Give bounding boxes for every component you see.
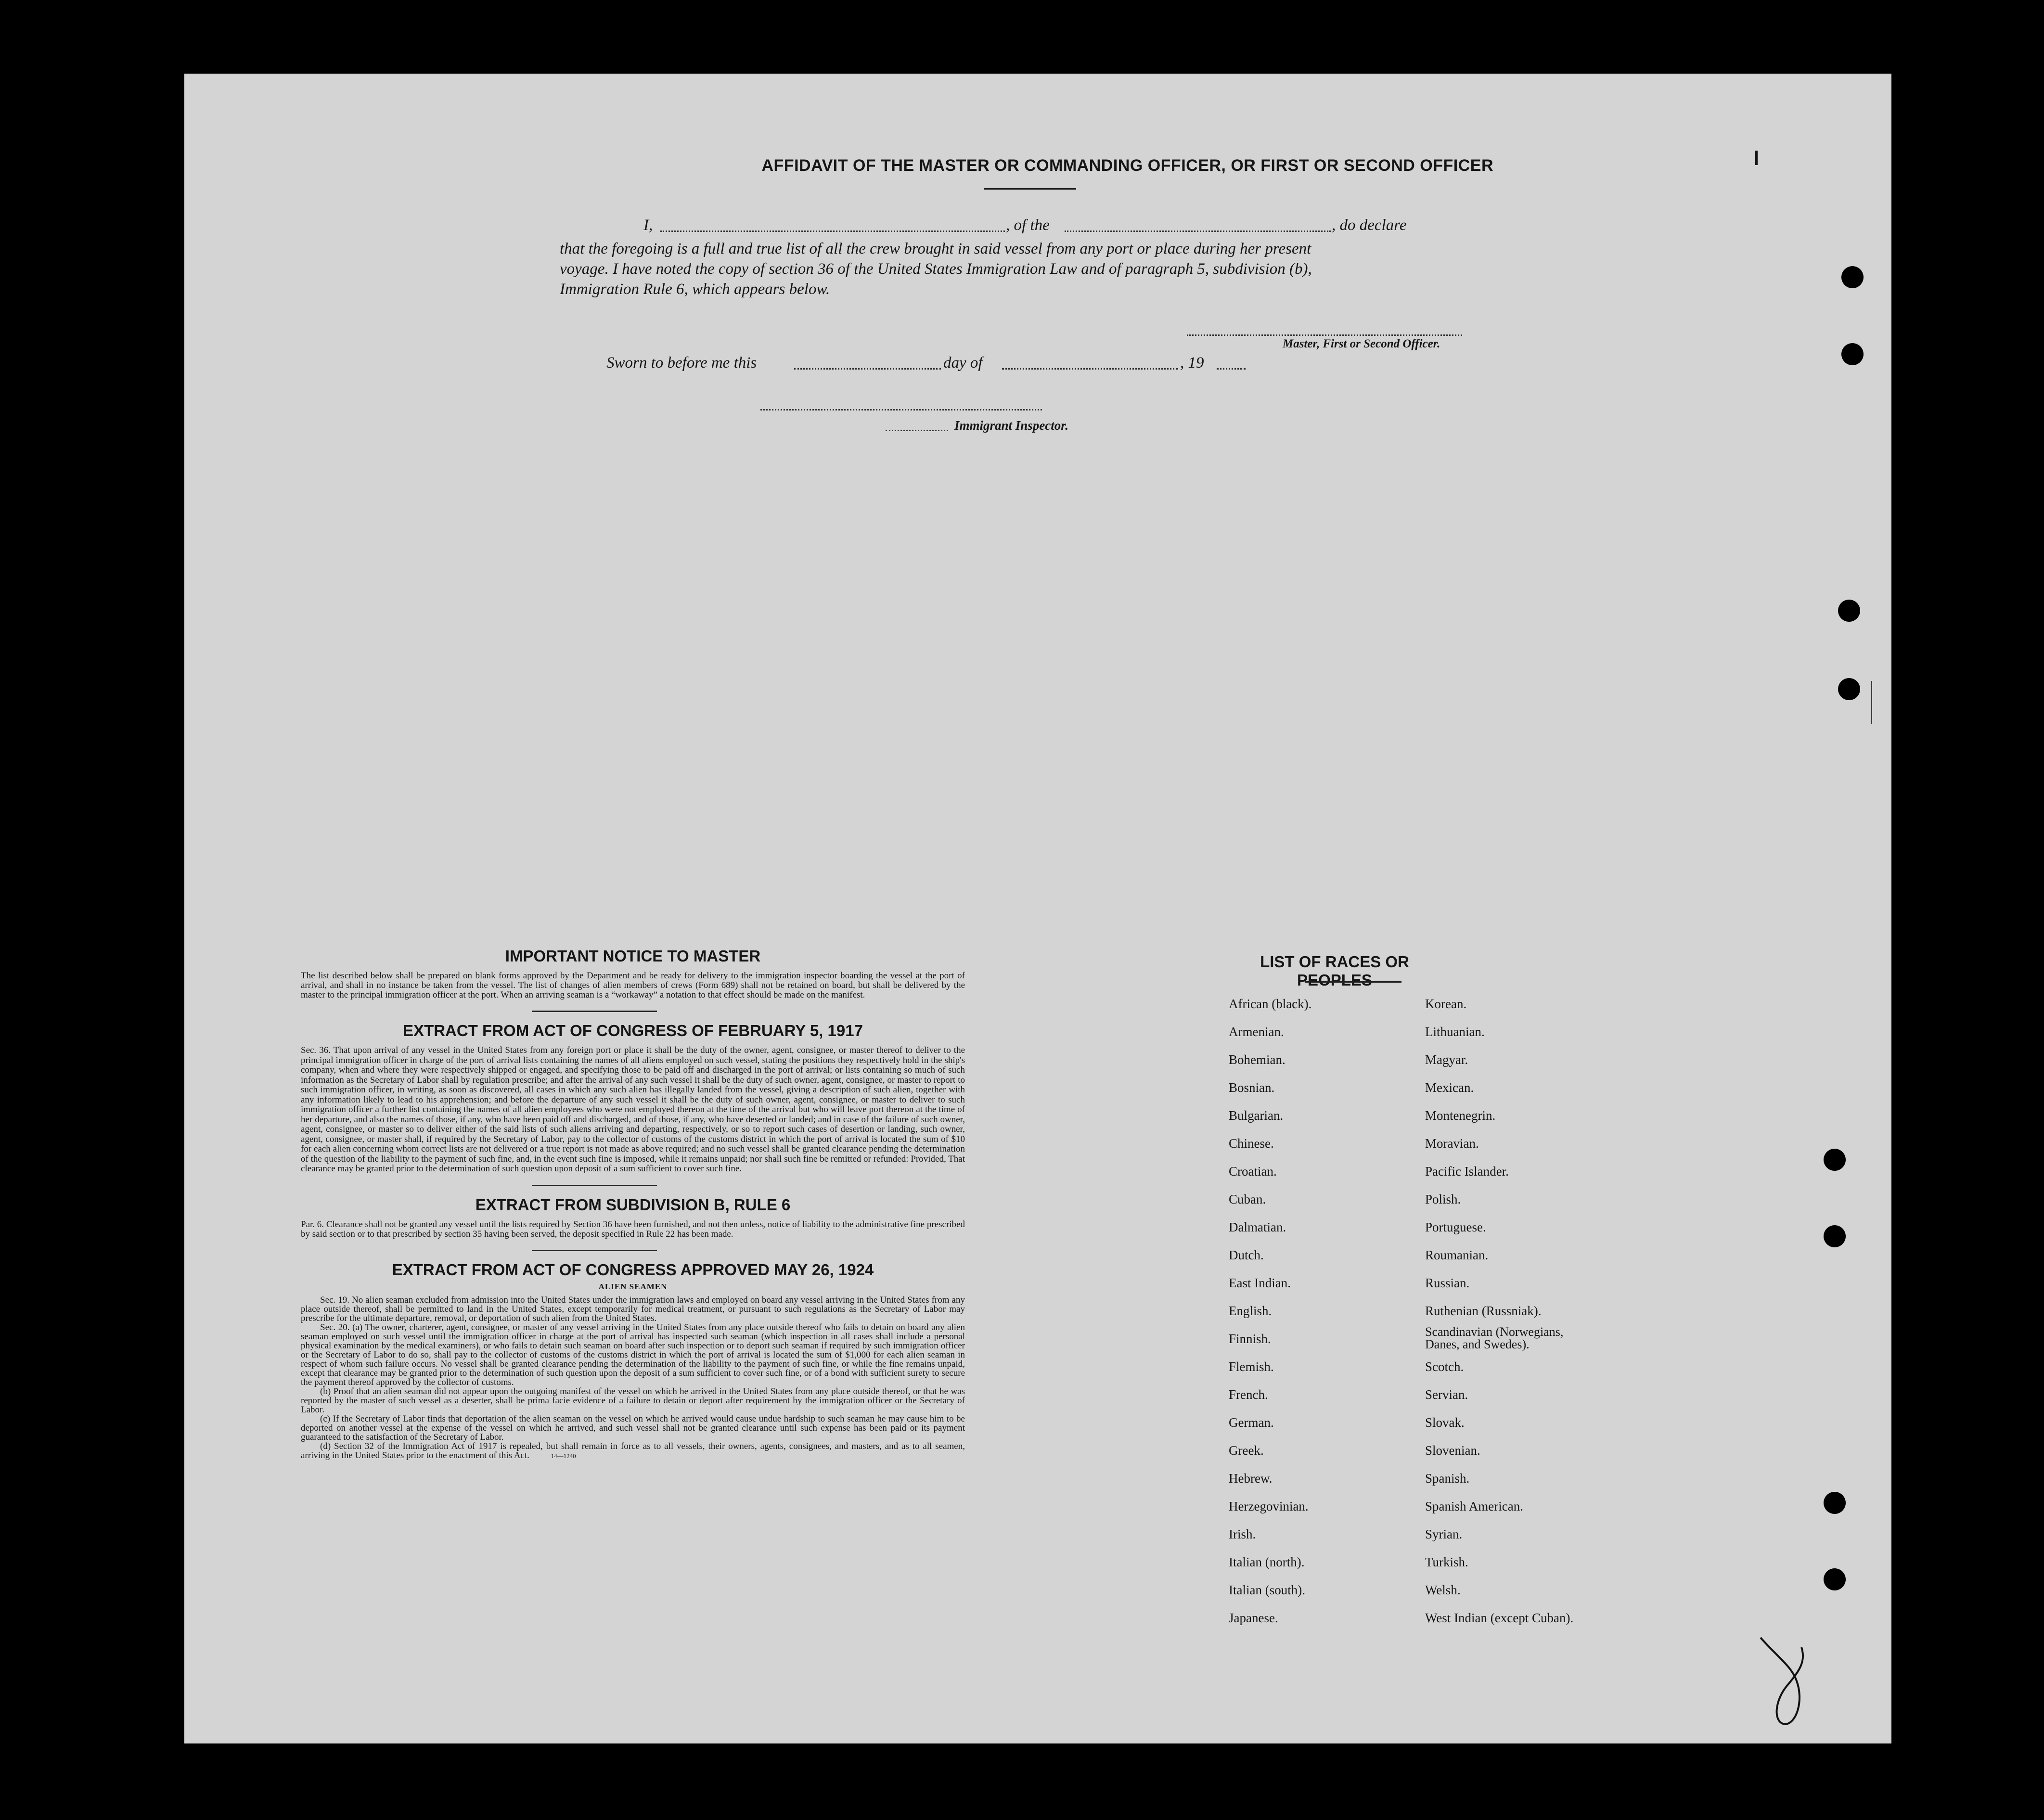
race-item: Flemish.: [1229, 1359, 1274, 1374]
extract-1917-title: EXTRACT FROM ACT OF CONGRESS OF FEBRUARY 5, 1917: [403, 1022, 863, 1039]
vessel-blank[interactable]: [1065, 231, 1331, 232]
affidavit-line2: that the foregoing is a full and true list of all the crew brought in said vessel from any port or place during her present: [560, 240, 1311, 257]
race-item: Croatian.: [1229, 1164, 1277, 1179]
extract-1924-body: [272, 1295, 994, 1461]
sworn-text: Sworn to before me this: [606, 354, 757, 372]
sec20b-text: (b) Proof that an alien seaman did not appear upon the outgoing manifest of the vessel on which he arrived in the United States from any place outside thereof, or that he was reported by the master of such vessel as a deserter, shall be prima facie evidence of a failure to detain or deport after requirement by the immigration officer or the Secretary of Labor.: [301, 1386, 965, 1415]
inspector-caption: Immigrant Inspector.: [954, 418, 1069, 433]
race-item: Syrian.: [1425, 1527, 1463, 1541]
notice-body: The list described below shall be prepared on blank forms approved by the Department and be ready for delivery to the immigration inspector boarding the vessel at the port of arrival, and shall in no instance be taken from the vessel. The list of changes of alien members of crews (Form 689) shall not be retained on board, but shall be delivered by the master to the principal immigration officer at the port. When an arriving seaman is a “workaway” a notation to that effect should be made on the manifest.: [301, 971, 965, 1000]
master-signature-line[interactable]: [1187, 334, 1462, 336]
handwritten-8-mark: [1758, 1628, 1821, 1743]
race-item: Servian.: [1425, 1387, 1468, 1402]
race-item: Finnish.: [1229, 1332, 1271, 1346]
affidavit-declare: , do declare: [1332, 217, 1407, 234]
race-item: German.: [1229, 1415, 1274, 1430]
day-blank[interactable]: [794, 368, 941, 370]
race-item: Italian (north).: [1229, 1555, 1305, 1569]
race-item: Dutch.: [1229, 1248, 1264, 1262]
race-item: French.: [1229, 1387, 1268, 1402]
race-item: Italian (south).: [1229, 1583, 1305, 1597]
race-item: Portuguese.: [1425, 1220, 1486, 1234]
race-item: Herzegovinian.: [1229, 1499, 1309, 1513]
race-item: Greek.: [1229, 1443, 1264, 1458]
margin-mark: [1755, 151, 1758, 165]
month-blank[interactable]: [1002, 368, 1178, 370]
affidavit-title-text: AFFIDAVIT OF THE MASTER OR COMMANDING OFFICER, OR FIRST OR SECOND OFFICER: [761, 156, 1493, 175]
inspector-signature-line[interactable]: [760, 409, 1042, 410]
race-item: East Indian.: [1229, 1276, 1291, 1290]
extract-1924-subtitle: ALIEN SEAMEN: [598, 1282, 668, 1291]
race-item: Scotch.: [1425, 1359, 1464, 1374]
race-item: Roumanian.: [1425, 1248, 1489, 1262]
race-item: Irish.: [1229, 1527, 1256, 1541]
year-blank[interactable]: [1217, 368, 1246, 370]
race-item: Scandinavian (Norwegians, Danes, and Swedes).: [1425, 1325, 1564, 1351]
race-item: Slovenian.: [1425, 1443, 1480, 1458]
race-item: Bohemian.: [1229, 1052, 1286, 1067]
race-item: West Indian (except Cuban).: [1425, 1611, 1574, 1625]
rule6-title: EXTRACT FROM SUBDIVISION B, RULE 6: [475, 1195, 791, 1214]
races-divider: [1305, 981, 1401, 983]
form-number: 14—1240: [551, 1452, 576, 1460]
punch-hole: [1824, 1149, 1846, 1171]
affidavit-i: I,: [643, 217, 653, 234]
affidavit-line3: voyage. I have noted the copy of section 36 of the United States Immigration Law and of paragraph 5, subdivision (b),: [560, 260, 1312, 278]
sec19-text: Sec. 19. No alien seaman excluded from admission into the United States under the immigration laws and employed on board any vessel arriving in the United States from any place outside thereof, shall be permitted to land in the United States, except temporarily for medical treatment, or pursuant to such regulations as the Secretary of Labor may prescribe for the ultimate departure, removal, or deportation of such alien from the United States.: [301, 1295, 965, 1323]
race-item: Spanish.: [1425, 1471, 1470, 1486]
race-item: English.: [1229, 1304, 1272, 1318]
sec20d-block: [301, 1442, 965, 1461]
affidavit-line4: Immigration Rule 6, which appears below.: [560, 281, 830, 298]
race-item: African (black).: [1229, 997, 1312, 1011]
race-item: Armenian.: [1229, 1025, 1284, 1039]
race-item: Bosnian.: [1229, 1080, 1275, 1095]
race-item: Montenegrin.: [1425, 1108, 1496, 1123]
sec20c-text: (c) If the Secretary of Labor finds that deportation of the alien seaman on the vessel on which he arrived would cause undue hardship to such seaman he may cause him to be deported on another vessel at the expense of the vessel on which he arrived, and such vessel shall not be granted clearance until such expense has been paid or its payment guaranteed to the satisfaction of the Secretary of Labor.: [301, 1413, 965, 1442]
punch-hole: [1841, 343, 1864, 365]
affidavit-body: [560, 239, 1455, 299]
affidavit-divider: [984, 188, 1076, 190]
race-item: Turkish.: [1425, 1555, 1468, 1569]
race-item: Mexican.: [1425, 1080, 1474, 1095]
punch-hole: [1838, 678, 1860, 700]
race-item: Moravian.: [1425, 1136, 1479, 1151]
rule6-divider: [532, 1250, 657, 1251]
affidavit-title: [184, 156, 1493, 175]
year-text: , 19: [1180, 354, 1204, 372]
inspector-prefix-line: [886, 430, 948, 431]
races-title: LIST OF RACES OR PEOPLES: [1260, 953, 1409, 989]
sec20a-text: Sec. 20. (a) The owner, charterer, agent, consignee, or master of any vessel arriving in the United States from any place outside thereof who fails to detain on board any alien seaman employed on such vessel until the immigration officer in charge at the port of arrival has inspected such seaman (which inspection in all cases shall include a personal physical examination by the medical examiners), or who fails to detain such seaman on board after such inspection or to deport such seaman if required by such immigration officer or the Secretary of Labor to do so, shall pay to the collector of customs of the customs district in which the port of arrival is located the sum of $1,000 for each alien seaman in respect of whom such failure occurs. No vessel shall be granted clearance pending the determination of the liability to the payment of such fine, or while the fine remains unpaid, except that clearance may be granted prior to the determination of such question upon the deposit of a sum sufficient to cover such fine, or of a bond with sufficient surety to secure the payment thereof approved by the collector of customs.: [301, 1322, 965, 1387]
notice-title: IMPORTANT NOTICE TO MASTER: [505, 947, 761, 965]
notice-divider: [532, 1011, 657, 1012]
form-sheet: [184, 74, 1891, 1743]
affidavit-of-the: , of the: [1006, 217, 1050, 234]
race-item: Spanish American.: [1425, 1499, 1523, 1513]
punch-hole: [1824, 1492, 1846, 1514]
master-caption: Master, First or Second Officer.: [1283, 337, 1440, 350]
day-of-text: day of: [943, 354, 983, 372]
sec20d-text: (d) Section 32 of the Immigration Act of 1917 is repealed, but shall remain in force as to all vessels, their owners, agents, consignees, and masters, and as to all seamen, arriving in the United States prior to the enactment of this Act.: [301, 1441, 965, 1461]
race-item: Russian.: [1425, 1276, 1470, 1290]
race-item: Japanese.: [1229, 1611, 1278, 1625]
race-item: Lithuanian.: [1425, 1025, 1485, 1039]
punch-hole: [1838, 600, 1860, 622]
notices-column: [272, 947, 994, 1461]
extract-1924-title: EXTRACT FROM ACT OF CONGRESS APPROVED MAY 26, 1924: [392, 1260, 874, 1279]
race-item: Korean.: [1425, 997, 1467, 1011]
race-item: Welsh.: [1425, 1583, 1461, 1597]
extract-1917-divider: [532, 1185, 657, 1186]
name-blank[interactable]: [660, 231, 1005, 232]
rule6-body: Par. 6. Clearance shall not be granted any vessel until the lists required by Section 36 have been furnished, and not then unless, notice of liability to the administrative fine prescribed by said section or to that prescribed by section 35 having been served, the deposit specified in Rule 22 has been made.: [301, 1219, 965, 1239]
punch-hole: [1841, 266, 1864, 288]
race-item: Pacific Islander.: [1425, 1164, 1509, 1179]
punch-hole: [1824, 1225, 1846, 1247]
race-item: Chinese.: [1229, 1136, 1274, 1151]
margin-mark: [1871, 681, 1872, 724]
race-item: Polish.: [1425, 1192, 1461, 1206]
race-item: Magyar.: [1425, 1052, 1468, 1067]
race-item: Cuban.: [1229, 1192, 1266, 1206]
race-item: Hebrew.: [1229, 1471, 1273, 1486]
punch-hole: [1824, 1568, 1846, 1590]
race-item: Slovak.: [1425, 1415, 1465, 1430]
extract-1917-body: Sec. 36. That upon arrival of any vessel in the United States from any foreign port or place it shall be the duty of the owner, agent, consignee, or master thereof to deliver to the principal immigration officer in charge of the port of arrival lists containing the names of all aliens employed on such vessel, stating the positions they respectively hold in the ship's company, when and where they were respectively shipped or engaged, and specifying those to be paid off and discharged in the port of arrival; or lists containing so much of such information as the Secretary of Labor shall by regulation prescribe; and after the arrival of any such vessel it shall be the duty of such owner, agent, consignee, or master to report to such immigration officer, in writing, as soon as discovered, all cases in which any such alien has illegally landed from the vessel, giving a description of such alien, together with any information likely to lead to his apprehension; and before the departure of any such vessel it shall be the duty of such owner, agent, consignee, or master to deliver to such immigration officer a further list containing the names of all alien employees who were not employed thereon at the time of the arrival but who will leave port thereon at the time of her departure, and also the names of those, if any, who have been paid off and discharged, and of those, if any, who have deserted or landed; and in case of the failure of such owner, agent, consignee, or master so to deliver either of the said lists of such aliens arriving and departing, respectively, or so to report such cases of desertion or landing, such owner, agent, consignee, or master shall, if required by the Secretary of Labor, pay to the collector of customs of the customs district in which the port of arrival is located the sum of $10 for each alien concerning whom correct lists are not delivered or a true report is not made as above required; and no such vessel shall be granted clearance pending the determination of the question of the liability to the payment of such fine, and, in the event such fine is imposed, while it remains unpaid; nor shall such fine be remitted or refunded: Provided, That clearance may be granted prior to the determination of such question upon deposit of a sum sufficient to cover such fine.: [301, 1045, 965, 1174]
race-item: Bulgarian.: [1229, 1108, 1284, 1123]
race-item: Ruthenian (Russniak).: [1425, 1304, 1542, 1318]
handwritten-stroke: [1761, 1638, 1803, 1724]
race-item: Dalmatian.: [1229, 1220, 1286, 1234]
